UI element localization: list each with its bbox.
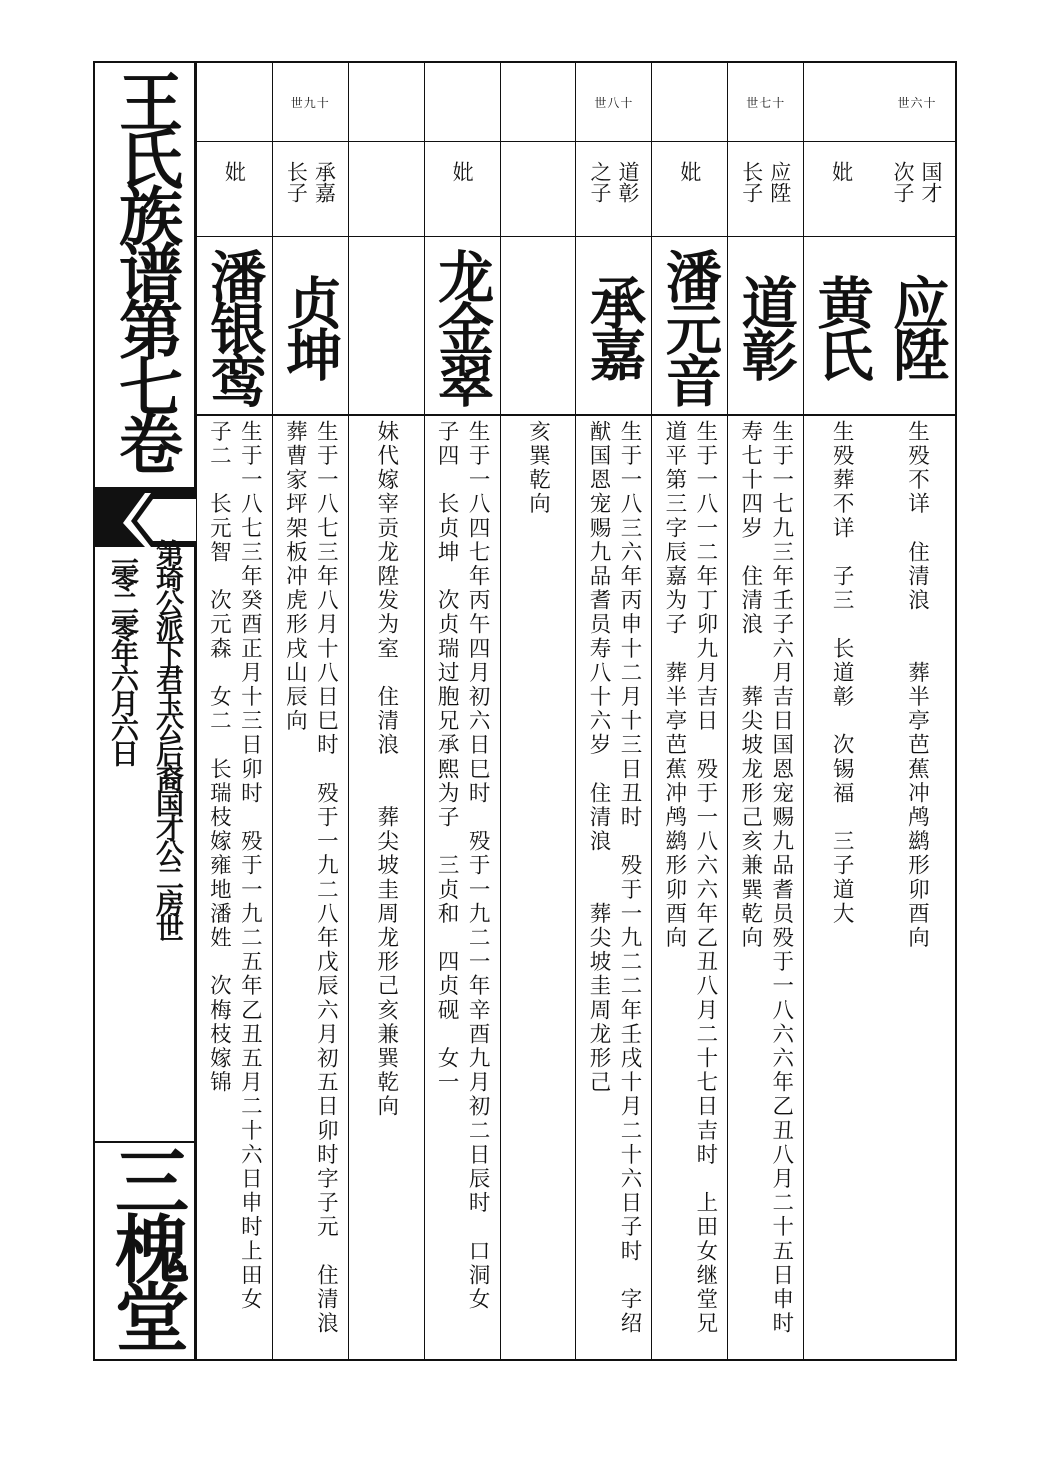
bio-cell bbox=[501, 414, 576, 1359]
person-name: 道彰 bbox=[732, 273, 799, 378]
relation-cell bbox=[652, 141, 727, 237]
entry-column bbox=[348, 63, 424, 1359]
name-cell bbox=[273, 237, 348, 416]
generation-label: 世七十 bbox=[728, 63, 803, 142]
generation-label: 世六十 bbox=[879, 63, 955, 142]
name-cell bbox=[349, 237, 424, 416]
person-name: 潘元音 bbox=[656, 247, 723, 404]
bio-cell bbox=[197, 414, 272, 1359]
relation-label: 道彰之子 bbox=[587, 161, 640, 203]
bio-text: 生于一八四七年丙午四月初六日巳时 殁于一九二一年辛酉九月初二日辰时 口洞女 子四 长贞坤 次贞瑞过胞兄承熙为子 三贞和 四贞砚 女一 bbox=[434, 420, 491, 1336]
name-cell bbox=[804, 237, 879, 416]
entry-column bbox=[727, 63, 803, 1359]
bio-cell bbox=[804, 414, 879, 1359]
generation-label: 世八十 bbox=[576, 63, 651, 142]
bio-text: 妹代嫁宰贡龙陞发为室 住清浪 葬尖坡圭周龙形己亥兼巽乾向 bbox=[373, 420, 399, 1119]
entry-column bbox=[575, 63, 651, 1359]
bio-cell bbox=[879, 414, 955, 1359]
relation-label: 妣 bbox=[222, 161, 247, 182]
bio-text: 生殁不详 住清浪 葬半亭芭蕉冲鸬鹚形卯酉向 bbox=[904, 420, 930, 951]
relation-cell bbox=[425, 141, 500, 237]
entry-column bbox=[651, 63, 727, 1359]
bio-text: 生于一八三六年丙申十二月十三日丑时 殁于一九二二年壬戌十月二十六日子时 字绍猷国恩宠赐九品耆员寿八十六岁 住清浪 葬尖坡圭周龙形己 bbox=[585, 420, 642, 1336]
genealogy-grid bbox=[196, 63, 955, 1359]
entry-column bbox=[196, 63, 272, 1359]
book-subtitle: 第琦公派下君玉公后裔国才公二房世 bbox=[152, 539, 185, 939]
entry-column bbox=[879, 63, 955, 1359]
bio-text: 生于一八一二年丁卯九月吉日 殁于一八六六年乙丑八月二十七日吉时 上田女继堂兄道平第三字辰嘉为子 葬半亭芭蕉冲鸬鹚形卯酉向 bbox=[661, 420, 718, 1336]
bio-text: 生殁葬不详 子三 长道彰 次锡福 三子道大 bbox=[829, 420, 855, 927]
name-cell bbox=[728, 237, 803, 416]
bio-text: 生于一八七三年癸酉正月十三日卯时 殁于一九二五年乙丑五月二十六日申时上田女 子二 长元智 次元森 女二 长瑞枝嫁雍地潘姓 次梅枝嫁锦 bbox=[206, 420, 263, 1336]
person-name: 应陞 bbox=[884, 273, 951, 378]
generation-label bbox=[501, 63, 576, 142]
relation-label: 妣 bbox=[677, 161, 702, 182]
person-name: 贞坤 bbox=[277, 273, 344, 378]
relation-cell bbox=[879, 141, 955, 237]
relation-label: 妣 bbox=[829, 161, 854, 182]
relation-label: 妣 bbox=[450, 161, 475, 182]
person-name: 黄氏 bbox=[808, 273, 875, 378]
relation-cell bbox=[728, 141, 803, 237]
hall-name: 三槐堂 bbox=[103, 1143, 189, 1347]
person-name: 龙金翠 bbox=[429, 247, 496, 404]
relation-cell bbox=[804, 141, 879, 237]
title-column bbox=[95, 63, 196, 1359]
bio-cell bbox=[652, 414, 727, 1359]
entry-column bbox=[424, 63, 500, 1359]
name-cell bbox=[879, 237, 955, 416]
generation-label bbox=[804, 63, 879, 142]
generation-label: 世九十 bbox=[273, 63, 348, 142]
bio-text: 生于一七九三年壬子六月吉日国恩宠赐九品耆员殁于一八六六年乙丑八月二十五日申时寿七十四岁 住清浪 葬尖坡龙形己亥兼巽乾向 bbox=[737, 420, 794, 1336]
bio-cell bbox=[425, 414, 500, 1359]
name-cell bbox=[425, 237, 500, 416]
person-name: 承嘉 bbox=[580, 273, 647, 378]
bio-cell bbox=[576, 414, 651, 1359]
relation-cell bbox=[197, 141, 272, 237]
book-date: 二零二零年六月六日 bbox=[107, 539, 140, 764]
bio-cell bbox=[273, 414, 348, 1359]
name-cell bbox=[576, 237, 651, 416]
entry-column bbox=[500, 63, 576, 1359]
generation-label bbox=[425, 63, 500, 142]
genealogy-page-frame bbox=[93, 61, 957, 1361]
relation-label: 应陞长子 bbox=[739, 161, 792, 203]
name-cell bbox=[197, 237, 272, 416]
generation-label bbox=[197, 63, 272, 142]
name-cell bbox=[501, 237, 576, 416]
relation-cell bbox=[349, 141, 424, 237]
relation-label: 国才次子 bbox=[891, 161, 944, 203]
bio-text: 亥巽乾向 bbox=[525, 420, 551, 517]
banner-ornament bbox=[95, 487, 196, 547]
entry-column bbox=[803, 63, 879, 1359]
generation-label bbox=[652, 63, 727, 142]
bio-cell bbox=[349, 414, 424, 1359]
relation-cell bbox=[576, 141, 651, 237]
bio-cell bbox=[728, 414, 803, 1359]
relation-label: 承嘉长子 bbox=[284, 161, 337, 203]
book-title: 王氏族谱第七卷 bbox=[108, 69, 183, 468]
person-name: 潘银鸾 bbox=[201, 247, 268, 404]
entry-column bbox=[272, 63, 348, 1359]
bio-text: 生于一八七三年八月十八日巳时 殁于一九二八年戊辰六月初五日卯时字子元 住清浪 葬曹家坪架板冲虎形戌山辰向 bbox=[282, 420, 339, 1360]
relation-cell bbox=[273, 141, 348, 237]
relation-cell bbox=[501, 141, 576, 237]
name-cell bbox=[652, 237, 727, 416]
generation-label bbox=[349, 63, 424, 142]
